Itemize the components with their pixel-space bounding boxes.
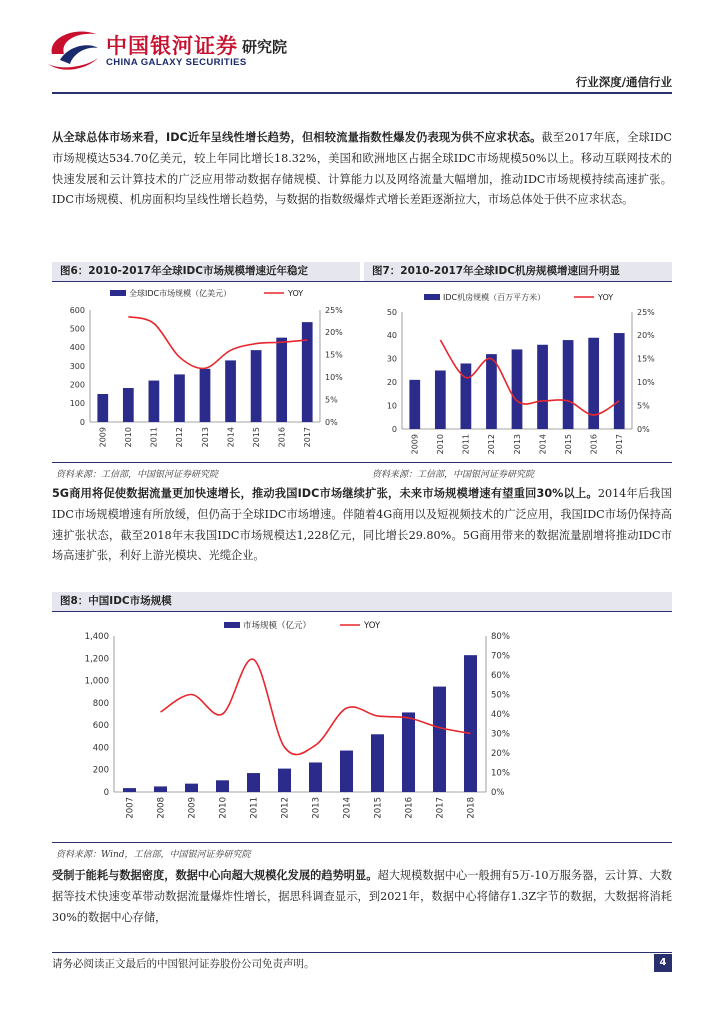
- y-tick-label-right: 10%: [325, 373, 343, 382]
- bar: [537, 345, 548, 429]
- y-tick-label-right: 0%: [325, 417, 338, 427]
- x-tick-label: 2017: [303, 427, 313, 448]
- bar: [563, 340, 574, 429]
- y-tick-label-left: 1,000: [84, 676, 109, 687]
- bar: [402, 712, 415, 792]
- paragraph-lead: 5G商用将促使数据流量更加快速增长，推动我国IDC市场继续扩张，未来市场规模增速有望重回30%以上。: [52, 487, 598, 500]
- logo-chinese-name: 中国银河证券: [106, 34, 238, 58]
- x-tick-label: 2015: [251, 427, 261, 448]
- x-tick-label: 2008: [156, 797, 167, 819]
- y-tick-label-right: 5%: [637, 401, 650, 411]
- y-tick-label-left: 600: [92, 721, 109, 732]
- y-tick-label-right: 10%: [637, 378, 655, 387]
- x-tick-label: 2015: [373, 797, 384, 819]
- figure-7-source: 资料来源：工信部，中国银河证券研究院: [372, 470, 535, 480]
- figure-6-title: 图6：2010-2017年全球IDC市场规模增速近年稳定: [52, 262, 360, 281]
- y-tick-label-right: 60%: [491, 670, 510, 681]
- paragraph-hyperscale: [52, 866, 672, 928]
- y-tick-label-right: 5%: [325, 395, 338, 405]
- y-tick-label-left: 50: [386, 307, 397, 317]
- bar: [276, 338, 287, 422]
- bar: [409, 380, 420, 429]
- y-tick-label-left: 0: [103, 787, 109, 798]
- y-tick-label-left: 400: [92, 743, 109, 754]
- footer-divider: [52, 952, 672, 953]
- x-tick-label: 2010: [436, 434, 446, 455]
- x-tick-label: 2014: [538, 434, 548, 455]
- x-tick-label: 2009: [410, 434, 420, 455]
- y-tick-label-left: 30: [386, 354, 397, 364]
- y-tick-label-right: 0%: [637, 424, 650, 434]
- report-category: 行业深度/通信行业: [575, 75, 672, 89]
- figure-6-7-bottom-rule: [52, 462, 672, 463]
- legend-bar-swatch: [110, 290, 126, 296]
- yoy-line: [161, 659, 471, 755]
- x-tick-label: 2011: [249, 797, 260, 819]
- legend-bar-label: 全球IDC市场规模（亿美元）: [129, 289, 232, 298]
- y-tick-label-right: 10%: [491, 768, 510, 779]
- figure-8-bottom-rule: [52, 842, 672, 843]
- y-tick-label-left: 300: [69, 361, 85, 371]
- paragraph-china-market: [52, 484, 672, 567]
- bar: [302, 322, 313, 422]
- figure-7-chart: [364, 284, 674, 460]
- x-tick-label: 2014: [226, 427, 236, 448]
- y-tick-label-left: 200: [92, 765, 109, 776]
- page-number: 4: [654, 954, 672, 972]
- paragraph-body: 超大规模数据中心一般拥有5万-10万服务器，云计算、大数据等技术快速变革带动数据流量爆炸性增长，据思科调查显示，到2021年，数据中心将储存1.3Z字节的数据，大数据将消耗30%的数据中心存储，: [52, 869, 672, 924]
- paragraph-global-market: [52, 128, 672, 211]
- header-divider: [52, 92, 672, 94]
- bar: [464, 655, 477, 792]
- y-tick-label-left: 200: [69, 380, 85, 390]
- paragraph-lead: 受制于能耗与数据密度，数据中心向超大规模化发展的趋势明显。: [52, 869, 378, 882]
- x-tick-label: 2012: [280, 797, 291, 819]
- y-tick-label-left: 0: [79, 417, 85, 427]
- x-tick-label: 2017: [615, 434, 625, 455]
- y-tick-label-left: 400: [69, 343, 85, 353]
- paragraph-body: 截至2017年底，全球IDC市场规模达534.70亿美元，较上年同比增长18.32%，美国和欧洲地区占据全球IDC市场规模50%以上。移动互联网技术的快速发展和云计算技术的广泛应用带动数据存储规模、计算能力以及网络流量大幅增加，推动IDC市场规模持续高速扩张。IDC市场规模、机房面积均呈线性增长趋势，与数据的指数级爆炸式增长差距逐渐拉大，市场总体处于供不应求状态。: [52, 131, 672, 207]
- x-tick-label: 2009: [98, 427, 108, 448]
- y-tick-label-right: 20%: [325, 328, 343, 338]
- figure-6-source: 资料来源：工信部，中国银河证券研究院: [56, 470, 219, 480]
- x-tick-label: 2013: [200, 427, 210, 448]
- bar: [97, 394, 108, 422]
- bar: [371, 734, 384, 792]
- y-tick-label-right: 0%: [491, 787, 505, 798]
- bar: [216, 780, 229, 792]
- bar: [461, 363, 472, 429]
- logo-department: 研究院: [242, 38, 288, 56]
- legend-line-label: YOY: [598, 293, 614, 302]
- legend-line-label: YOY: [288, 289, 304, 298]
- bar: [154, 786, 167, 792]
- bar: [433, 687, 446, 792]
- x-tick-label: 2010: [218, 797, 229, 819]
- bar: [149, 381, 160, 422]
- x-tick-label: 2013: [311, 797, 322, 819]
- bar: [225, 360, 236, 422]
- bar: [309, 762, 322, 792]
- x-tick-label: 2015: [563, 434, 573, 455]
- bar: [185, 784, 198, 792]
- y-tick-label-left: 500: [69, 324, 85, 334]
- figure-title-divider: [52, 281, 672, 282]
- paragraph-body: 2014年后我国IDC市场规模增速有所放缓，但仍高于全球IDC市场增速。伴随着4G商用以及短视频技术的广泛应用，我国IDC市场仍保持高速扩张状态，截至2018年末我国IDC市场规模达1,228亿元，同比增长29.80%。5G商用带来的数据流量剧增将推动IDC市场高速扩张，利好上游光模块、光缆企业。: [52, 487, 672, 563]
- paragraph-lead: 从全球总体市场来看，IDC近年呈线性增长趋势，但相较流量指数性爆发仍表现为供不应求状态。: [52, 131, 542, 144]
- bar: [435, 371, 446, 430]
- x-tick-label: 2016: [404, 797, 415, 819]
- legend-bar-swatch: [424, 294, 440, 300]
- y-tick-label-right: 25%: [637, 307, 655, 317]
- y-tick-label-right: 30%: [491, 729, 510, 740]
- x-tick-label: 2016: [277, 427, 287, 448]
- y-tick-label-right: 40%: [491, 709, 510, 720]
- bar: [123, 388, 134, 422]
- y-tick-label-left: 40: [386, 331, 397, 341]
- legend-line-label: YOY: [364, 621, 381, 631]
- y-tick-label-left: 0: [391, 424, 397, 434]
- figure-8-source: 资料来源：Wind，工信部，中国银河证券研究院: [56, 850, 251, 860]
- x-tick-label: 2012: [487, 434, 497, 455]
- x-tick-label: 2013: [512, 434, 522, 455]
- y-tick-label-right: 20%: [637, 331, 655, 341]
- figure-7-title: 图7：2010-2017年全球IDC机房规模增速回升明显: [364, 262, 672, 281]
- bar: [512, 349, 523, 429]
- bar: [247, 773, 260, 792]
- figure-8-chart: [52, 614, 672, 838]
- y-tick-label-left: 600: [69, 305, 85, 315]
- company-logo: [44, 24, 324, 74]
- bar: [486, 354, 497, 429]
- legend-bar-label: 市场规模（亿元）: [243, 621, 312, 631]
- x-tick-label: 2014: [342, 797, 353, 819]
- y-tick-label-left: 100: [69, 399, 85, 409]
- figure-6-chart: [52, 284, 362, 460]
- y-tick-label-right: 15%: [325, 350, 343, 360]
- x-tick-label: 2007: [125, 797, 136, 819]
- bar: [278, 769, 291, 792]
- x-tick-label: 2011: [149, 427, 159, 448]
- footer-disclaimer: 请务必阅读正文最后的中国银河证券股份公司免责声明。: [52, 958, 315, 970]
- x-tick-label: 2011: [461, 434, 471, 455]
- y-tick-label-left: 800: [92, 698, 109, 709]
- legend-bar-swatch: [224, 622, 240, 628]
- galaxy-logo-icon: [44, 24, 104, 74]
- x-tick-label: 2016: [589, 434, 599, 455]
- y-tick-label-left: 1,400: [84, 631, 109, 642]
- y-tick-label-left: 1,200: [84, 654, 109, 665]
- legend-bar-label: IDC机房规模（百万平方米）: [443, 293, 546, 302]
- bar: [123, 788, 136, 792]
- x-tick-label: 2010: [124, 427, 134, 448]
- y-tick-label-right: 25%: [325, 305, 343, 315]
- y-tick-label-right: 80%: [491, 631, 510, 642]
- y-tick-label-right: 15%: [637, 354, 655, 364]
- x-tick-label: 2017: [435, 797, 446, 819]
- y-tick-label-right: 50%: [491, 690, 510, 701]
- y-tick-label-right: 20%: [491, 748, 510, 759]
- x-tick-label: 2012: [175, 427, 185, 448]
- bar: [200, 369, 211, 422]
- figure-8-title: 图8：中国IDC市场规模: [52, 592, 672, 611]
- y-tick-label-left: 20: [386, 378, 397, 387]
- bar: [614, 333, 625, 429]
- y-tick-label-right: 70%: [491, 651, 510, 662]
- figure-8-title-divider: [52, 611, 672, 612]
- bar: [340, 751, 353, 792]
- bar: [251, 350, 262, 422]
- logo-english-name: CHINA GALAXY SECURITIES: [106, 57, 247, 68]
- x-tick-label: 2009: [187, 797, 198, 819]
- bar: [174, 374, 185, 422]
- x-tick-label: 2018: [466, 797, 477, 819]
- y-tick-label-left: 10: [386, 401, 397, 411]
